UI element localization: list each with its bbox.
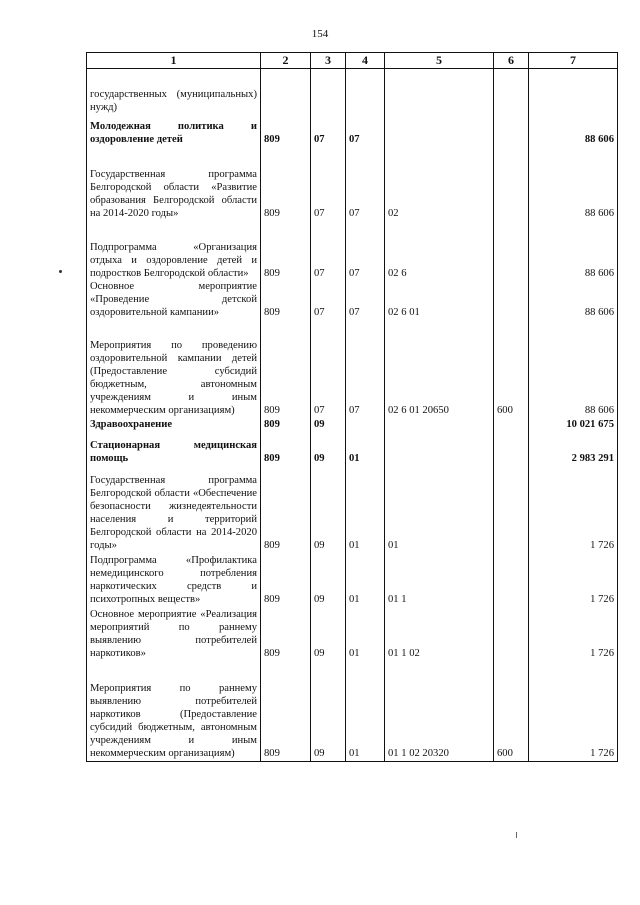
row-name: Основное мероприятие «Проведение детской оздоровительной кампании» [87,281,261,320]
row-amount: 88 606 [529,221,618,281]
row-amount: 2 983 291 [529,432,618,466]
row-code-section: 09 [311,607,346,661]
row-code-chapter: 809 [261,147,311,221]
table-row [87,147,618,221]
row-code-target: 01 1 [385,553,494,607]
row-code-target [385,418,494,432]
row-code-expense-type [494,69,529,116]
table-body [87,69,618,762]
row-name: Государственная программа Белгородской области «Развитие образования Белгородской области на 2014-2020 годы» [87,147,261,221]
row-name: Подпрограмма «Организация отдыха и оздоровление детей и подростков Белгородской области» [87,221,261,281]
row-code-chapter: 809 [261,281,311,320]
row-amount: 10 021 675 [529,418,618,432]
row-code-target: 02 6 [385,221,494,281]
row-code-section: 07 [311,115,346,147]
table-row [87,320,618,418]
header-col-6: 6 [494,53,529,69]
header-col-3: 3 [311,53,346,69]
row-code-section: 07 [311,320,346,418]
row-code-chapter: 809 [261,221,311,281]
table-row [87,661,618,762]
header-col-1: 1 [87,53,261,69]
row-code-target: 01 [385,466,494,553]
row-code-subsection: 01 [346,432,385,466]
row-code-section: 07 [311,147,346,221]
row-amount: 1 726 [529,553,618,607]
table-row [87,418,618,432]
row-code-subsection: 07 [346,115,385,147]
row-code-expense-type [494,553,529,607]
row-code-target: 02 6 01 [385,281,494,320]
scan-mark [516,832,517,838]
row-code-expense-type [494,281,529,320]
row-code-chapter: 809 [261,553,311,607]
row-code-target [385,432,494,466]
row-code-expense-type [494,466,529,553]
row-code-chapter [261,69,311,116]
row-code-section [311,69,346,116]
row-amount: 88 606 [529,320,618,418]
row-name: Здравоохранение [87,418,261,432]
table-row [87,607,618,661]
row-code-chapter: 809 [261,466,311,553]
table-row [87,553,618,607]
page-number: 154 [311,28,329,40]
row-code-chapter: 809 [261,432,311,466]
row-code-chapter: 809 [261,115,311,147]
row-code-subsection: 01 [346,661,385,762]
row-code-section: 09 [311,432,346,466]
scan-speck [59,270,62,273]
row-code-section: 07 [311,221,346,281]
table-row [87,115,618,147]
row-code-chapter: 809 [261,607,311,661]
row-code-target: 02 6 01 20650 [385,320,494,418]
row-name: Подпрограмма «Профилактика немедицинского потребления наркотических средств и психотропных веществ» [87,553,261,607]
row-name: Мероприятия по раннему выявлению потребителей наркотиков (Предоставление субсидий бюджетным, автономным учреждениям и иным некоммерческим организациям) [87,661,261,762]
row-name: Основное мероприятие «Реализация мероприятий по раннему выявлению потребителей наркотиков» [87,607,261,661]
row-code-expense-type [494,418,529,432]
header-col-5: 5 [385,53,494,69]
row-amount [529,69,618,116]
row-code-chapter: 809 [261,418,311,432]
row-code-subsection: 01 [346,553,385,607]
row-code-subsection: 07 [346,221,385,281]
row-code-expense-type [494,115,529,147]
row-code-target: 01 1 02 [385,607,494,661]
table-row [87,221,618,281]
row-code-subsection: 07 [346,320,385,418]
row-name: Мероприятия по проведению оздоровительной кампании детей (Предоставление субсидий бюджетным, автономным учреждениям и иным некоммерческим организациям) [87,320,261,418]
row-amount: 88 606 [529,147,618,221]
row-amount: 88 606 [529,115,618,147]
row-code-subsection: 01 [346,466,385,553]
row-code-section: 09 [311,553,346,607]
row-code-target: 01 1 02 20320 [385,661,494,762]
row-code-subsection: 01 [346,607,385,661]
row-name: Стационарная медицинская помощь [87,432,261,466]
row-code-subsection [346,69,385,116]
header-col-4: 4 [346,53,385,69]
header-col-2: 2 [261,53,311,69]
row-code-section: 09 [311,418,346,432]
row-code-section: 07 [311,281,346,320]
row-name: Молодежная политика и оздоровление детей [87,115,261,147]
row-code-subsection: 07 [346,147,385,221]
row-code-section: 09 [311,466,346,553]
row-name: государственных (муниципальных) нужд) [87,69,261,116]
row-code-expense-type [494,221,529,281]
row-code-expense-type: 600 [494,320,529,418]
row-code-chapter: 809 [261,661,311,762]
row-code-expense-type [494,607,529,661]
table-row [87,432,618,466]
table-row [87,466,618,553]
row-code-subsection: 07 [346,281,385,320]
row-code-expense-type [494,147,529,221]
header-col-7: 7 [529,53,618,69]
row-code-section: 09 [311,661,346,762]
table-header-row [87,53,618,69]
row-code-target: 02 [385,147,494,221]
row-amount: 1 726 [529,661,618,762]
row-code-target [385,115,494,147]
row-amount: 1 726 [529,607,618,661]
table-row [87,281,618,320]
row-name: Государственная программа Белгородской области «Обеспечение безопасности жизнедеятельности населения и территорий Белгородской области на 2014-2020 годы» [87,466,261,553]
row-code-chapter: 809 [261,320,311,418]
row-code-expense-type: 600 [494,661,529,762]
row-amount: 1 726 [529,466,618,553]
table-row [87,69,618,116]
budget-table [86,52,618,762]
row-amount: 88 606 [529,281,618,320]
row-code-target [385,69,494,116]
row-code-subsection [346,418,385,432]
row-code-expense-type [494,432,529,466]
